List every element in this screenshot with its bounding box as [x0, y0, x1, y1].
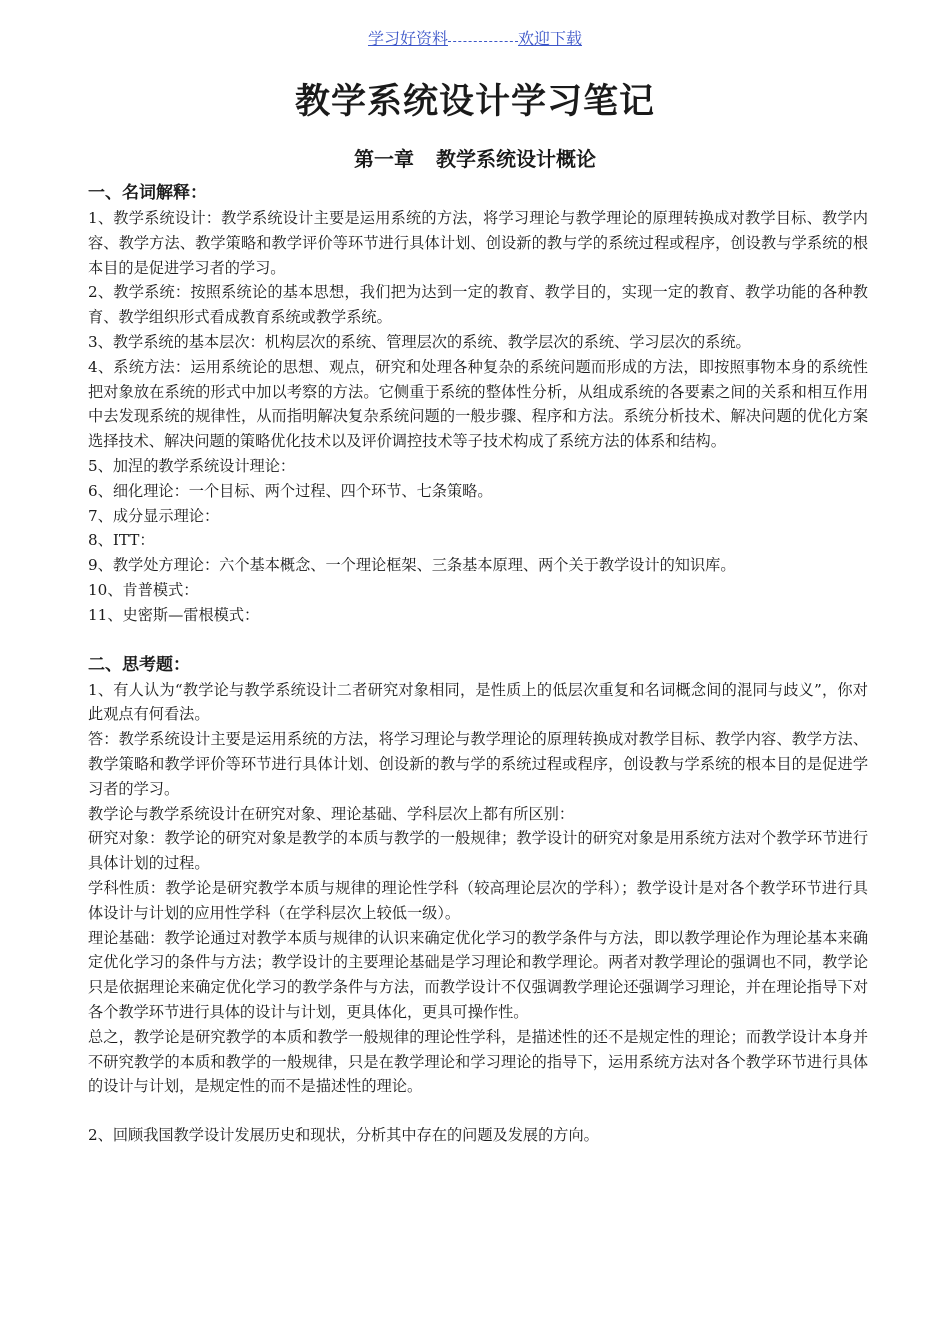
term-item: 8、ITT：: [88, 531, 155, 550]
header-links: [0, 26, 950, 49]
header-link-study-materials[interactable]: 学习好资料: [367, 29, 448, 48]
section-heading-questions: 二、思考题：: [88, 654, 190, 675]
chapter-name: 教学系统设计概论: [436, 147, 596, 171]
question-2: 2、回顾我国教学设计发展历史和现状，分析其中存在的问题及发展的方向。: [88, 1126, 599, 1145]
question-1: 1、有人认为“教学论与教学系统设计二者研究对象相同，是性质上的低层次重复和名词概念间的混同与歧义”，你对此观点有何看法。: [88, 680, 868, 724]
answer-1: 答：教学系统设计主要是运用系统的方法，将学习理论与教学理论的原理转换成对教学目标、教学内容、教学方法、教学策略和教学评价等环节进行具体计划、创设新的教与学的系统过程或程序，创设教与学系统的根本目的是促进学习者的学习。: [88, 730, 868, 798]
term-item: 10、肯普模式：: [88, 580, 199, 599]
research-object-paragraph: 研究对象：教学论的研究对象是教学的本质与教学的一般规律；教学设计的研究对象是用系统方法对个教学环节进行具体计划的过程。: [88, 829, 868, 873]
term-item: 7、成分显示理论：: [88, 506, 220, 525]
term-item: 9、教学处方理论：六个基本概念、一个理论框架、三条基本原理、两个关于教学设计的知识库。: [88, 556, 736, 575]
chapter-label: 第一章: [354, 147, 414, 171]
term-item: 1、教学系统设计：教学系统设计主要是运用系统的方法，将学习理论与教学理论的原理转换成对教学目标、教学内容、教学方法、教学策略和教学评价等环节进行具体计划、创设新的教与学的系统过程或程序，创设教与学系统的根本目的是促进学习者的学习。: [88, 209, 868, 277]
document-title: 教学系统设计学习笔记: [294, 82, 655, 122]
summary-paragraph: 总之，教学论是研究教学的本质和教学一般规律的理论性学科，是描述性的还不是规定性的理论；而教学设计本身并不研究教学的本质和教学的一般规律，只是在教学理论和学习理论的指导下，运用系统方法对各个教学环节进行具体的设计与计划，是规定性的而不是描述性的理论。: [88, 1027, 868, 1096]
term-item: 3、教学系统的基本层次：机构层次的系统、管理层次的系统、教学层次的系统、学习层次的系统。: [88, 332, 751, 351]
term-item: 5、加涅的教学系统设计理论：: [88, 456, 296, 475]
document-body: [88, 180, 868, 1148]
header-link-separator: [448, 40, 518, 42]
term-item: 11、史密斯—雷根模式：: [88, 605, 260, 624]
term-item: 6、细化理论：一个目标、两个过程、四个环节、七条策略。: [88, 481, 493, 500]
theory-basis-paragraph: 理论基础：教学论通过对教学本质与规律的认识来确定优化学习的教学条件与方法，即以教学理论作为理论基本来确定优化学习的条件与方法；教学设计的主要理论基础是学习理论和教学理论。两者对教学理论的强调也不同，教学论只是依据理论来确定优化学习的教学条件与方法，而教学设计不仅强调教学理论还强调学习理论，并在理论指导下对各个教学环节进行具体的设计与计划，更具体化，更具可操作性。: [88, 928, 868, 1021]
difference-intro: 教学论与教学系统设计在研究对象、理论基础、学科层次上都有所区别：: [88, 804, 574, 823]
header-link-download[interactable]: 欢迎下载: [518, 29, 583, 48]
term-item: 4、系统方法：运用系统论的思想、观点，研究和处理各种复杂的系统问题而形成的方法，即按照事物本身的系统性把对象放在系统的形式中加以考察的方法。它侧重于系统的整体性分析，从组成系统的各要素之间的关系和相互作用中去发现系统的规律性，从而指明解决复杂系统问题的一般步骤、程序和方法。系统分析技术、解决问题的优化方案选择技术、解决问题的策略优化技术以及评价调控技术等子技术构成了系统方法的体系和结构。: [88, 357, 868, 451]
discipline-nature-paragraph: 学科性质：教学论是研究教学本质与规律的理论性学科（较高理论层次的学科）；教学设计是对各个教学环节进行具体设计与计划的应用性学科（在学科层次上较低一级）。: [88, 878, 868, 922]
term-item: 2、教学系统：按照系统论的基本思想，我们把为达到一定的教育、教学目的，实现一定的教育、教学功能的各种教育、教学组织形式看成教育系统或教学系统。: [88, 283, 868, 327]
section-heading-terms: 一、名词解释：: [88, 183, 207, 203]
chapter-title: [0, 143, 950, 172]
